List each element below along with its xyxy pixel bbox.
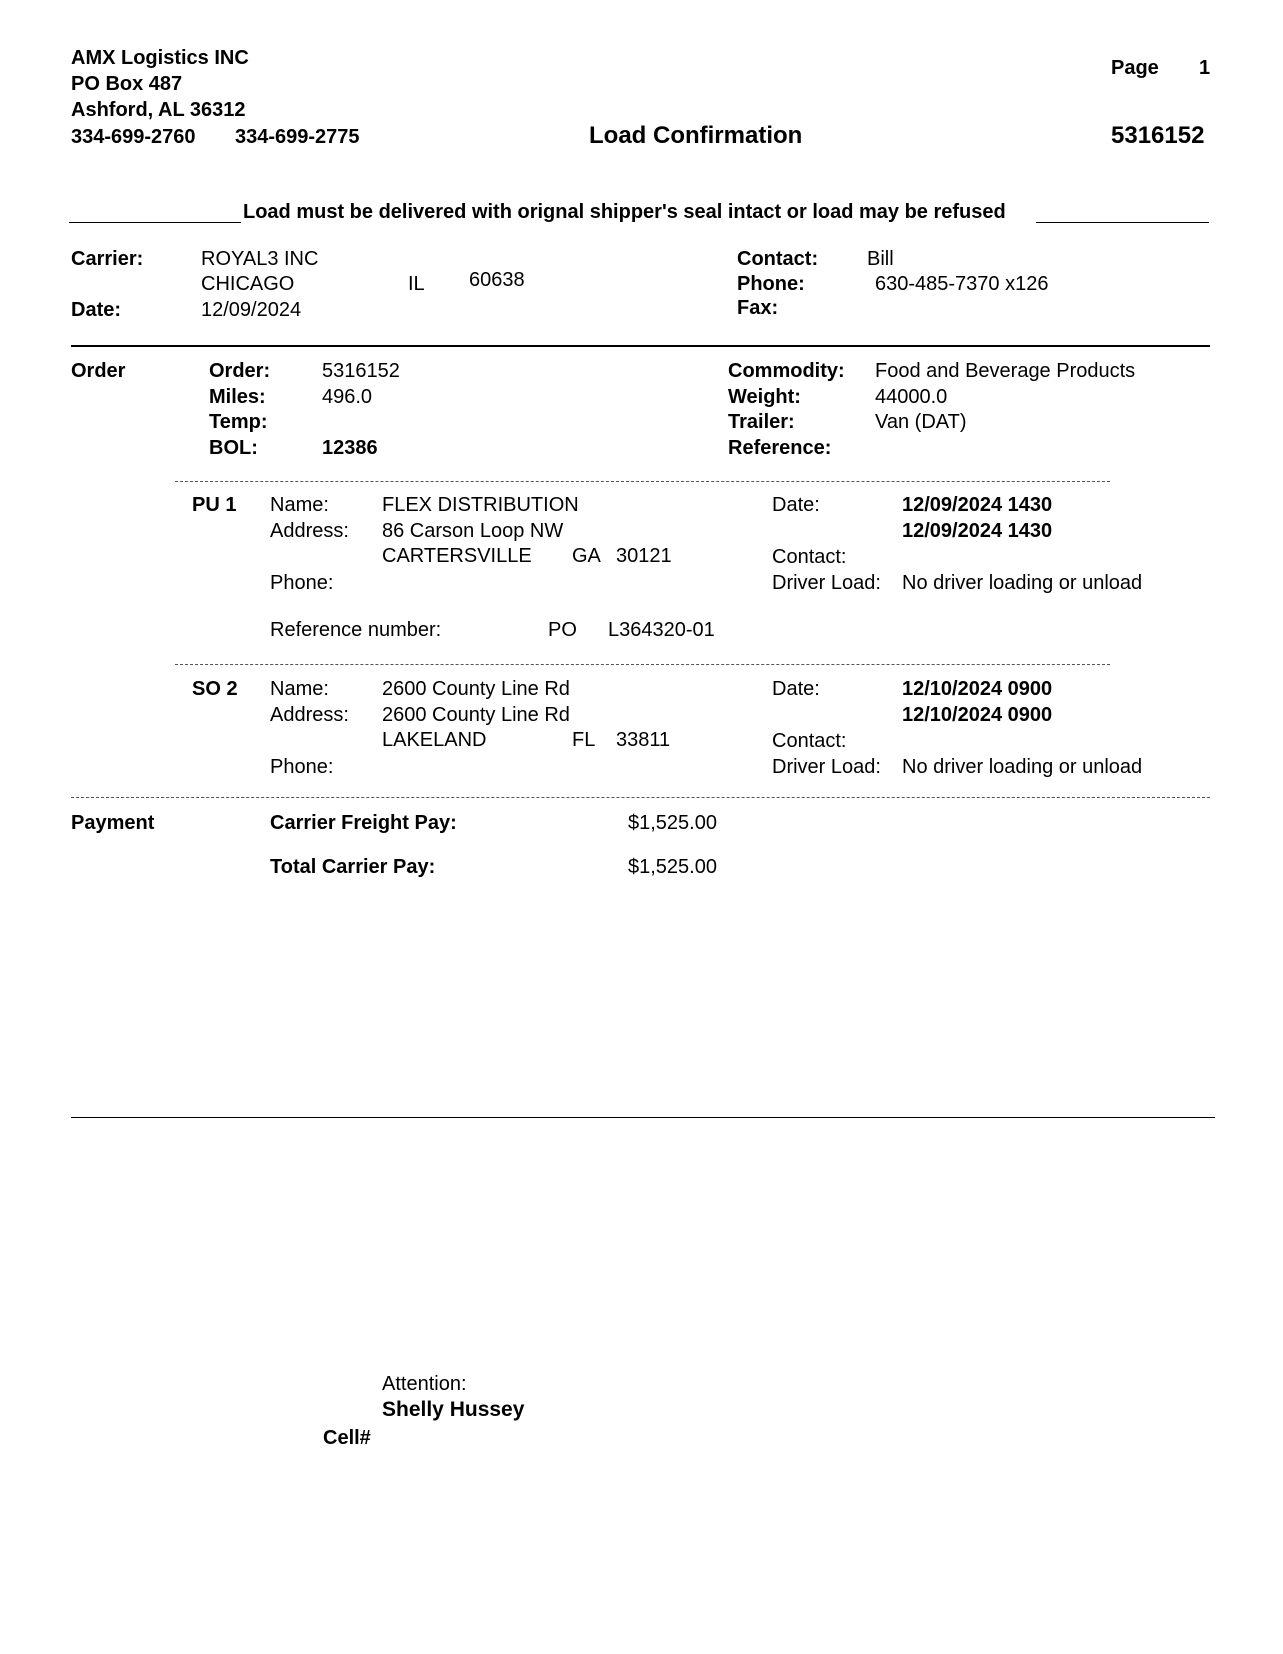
- stop2-state: FL: [572, 729, 596, 751]
- stop1-reference-type: PO: [548, 619, 577, 641]
- attention-label: Attention:: [382, 1373, 467, 1395]
- stop2-date-start: 12/10/2024 0900: [902, 678, 1053, 700]
- company-address-line2: Ashford, AL 36312: [71, 99, 246, 121]
- stop-tag-so2: SO 2: [192, 678, 238, 700]
- stop1-reference-value: L364320-01: [608, 619, 715, 641]
- miles-label: Miles:: [209, 386, 266, 408]
- stop2-address-label: Address:: [270, 704, 349, 726]
- stop1-name-label: Name:: [270, 494, 329, 516]
- carrier-phone: 630-485-7370 x126: [875, 273, 1049, 295]
- carrier-phone-label: Phone:: [737, 273, 805, 295]
- freight-pay-value: $1,525.00: [628, 812, 717, 834]
- bol-label: BOL:: [209, 437, 258, 459]
- cell-label: Cell#: [323, 1427, 371, 1449]
- stop2-date-label: Date:: [772, 678, 820, 700]
- stop1-date-start: 12/09/2024 1430: [902, 494, 1053, 516]
- carrier-fax-label: Fax:: [737, 297, 779, 319]
- order-number: 5316152: [322, 360, 400, 382]
- signature-rule: [71, 1117, 1215, 1118]
- stop2-name: 2600 County Line Rd: [382, 678, 570, 700]
- bol-value: 12386: [322, 437, 378, 459]
- freight-pay-label: Carrier Freight Pay:: [270, 812, 457, 834]
- stop1-address: 86 Carson Loop NW: [382, 520, 564, 542]
- notice-rule-left: [69, 222, 241, 223]
- total-pay-label: Total Carrier Pay:: [270, 856, 436, 878]
- carrier-date-label: Date:: [71, 299, 122, 321]
- section-divider-carrier: [71, 345, 1210, 347]
- carrier-zip: 60638: [469, 269, 525, 291]
- stop2-driver-load-label: Driver Load:: [772, 756, 881, 778]
- company-fax: 334-699-2775: [235, 126, 360, 148]
- stop1-driver-load: No driver loading or unload: [902, 572, 1143, 594]
- carrier-contact-label: Contact:: [737, 248, 819, 270]
- stop1-city: CARTERSVILLE: [382, 545, 532, 567]
- weight-label: Weight:: [728, 386, 801, 408]
- trailer-value: Van (DAT): [875, 411, 967, 433]
- document-title: Load Confirmation: [589, 122, 803, 149]
- stop2-address: 2600 County Line Rd: [382, 704, 570, 726]
- carrier-label: Carrier:: [71, 248, 144, 270]
- stop1-address-label: Address:: [270, 520, 349, 542]
- carrier-city: CHICAGO: [201, 273, 295, 295]
- stop2-name-label: Name:: [270, 678, 329, 700]
- stop1-phone-label: Phone:: [270, 572, 334, 594]
- stop2-city: LAKELAND: [382, 729, 487, 751]
- payment-section-label: Payment: [71, 812, 155, 834]
- stop1-reference-label: Reference number:: [270, 619, 442, 641]
- stop2-contact-label: Contact:: [772, 730, 847, 752]
- attention-name: Shelly Hussey: [382, 1398, 525, 1421]
- carrier-name: ROYAL3 INC: [201, 248, 319, 270]
- company-phone: 334-699-2760: [71, 126, 196, 148]
- page-number: 1: [1199, 57, 1211, 79]
- stop2-date-end: 12/10/2024 0900: [902, 704, 1053, 726]
- miles-value: 496.0: [322, 386, 373, 408]
- page-label: Page: [1111, 57, 1159, 79]
- company-address-line1: PO Box 487: [71, 73, 183, 95]
- stop1-zip: 30121: [616, 545, 672, 567]
- weight-value: 44000.0: [875, 386, 948, 408]
- document-number: 5316152: [1111, 122, 1205, 149]
- stop1-date-end: 12/09/2024 1430: [902, 520, 1053, 542]
- reference-label: Reference:: [728, 437, 832, 459]
- trailer-label: Trailer:: [728, 411, 795, 433]
- carrier-state: IL: [408, 273, 425, 295]
- order-label: Order:: [209, 360, 271, 382]
- commodity-value: Food and Beverage Products: [875, 360, 1136, 382]
- stop2-driver-load: No driver loading or unload: [902, 756, 1143, 778]
- carrier-contact: Bill: [867, 248, 894, 270]
- stop1-date-label: Date:: [772, 494, 820, 516]
- stop1-contact-label: Contact:: [772, 546, 847, 568]
- stop2-phone-label: Phone:: [270, 756, 334, 778]
- stop1-name: FLEX DISTRIBUTION: [382, 494, 579, 516]
- carrier-date: 12/09/2024: [201, 299, 302, 321]
- commodity-label: Commodity:: [728, 360, 845, 382]
- stop1-driver-load-label: Driver Load:: [772, 572, 881, 594]
- stop-tag-pu1: PU 1: [192, 494, 237, 516]
- notice-rule-right: [1036, 222, 1209, 223]
- stop1-state: GA: [572, 545, 601, 567]
- section-divider-payment: [71, 797, 1210, 798]
- order-section-label: Order: [71, 360, 126, 382]
- total-pay-value: $1,525.00: [628, 856, 717, 878]
- stop-divider-2: [175, 664, 1110, 665]
- seal-notice: Load must be delivered with orignal shipper's seal intact or load may be refused: [243, 201, 1006, 223]
- stop-divider-1: [175, 481, 1110, 482]
- temp-label: Temp:: [209, 411, 268, 433]
- company-name: AMX Logistics INC: [71, 47, 249, 69]
- stop2-zip: 33811: [616, 729, 671, 751]
